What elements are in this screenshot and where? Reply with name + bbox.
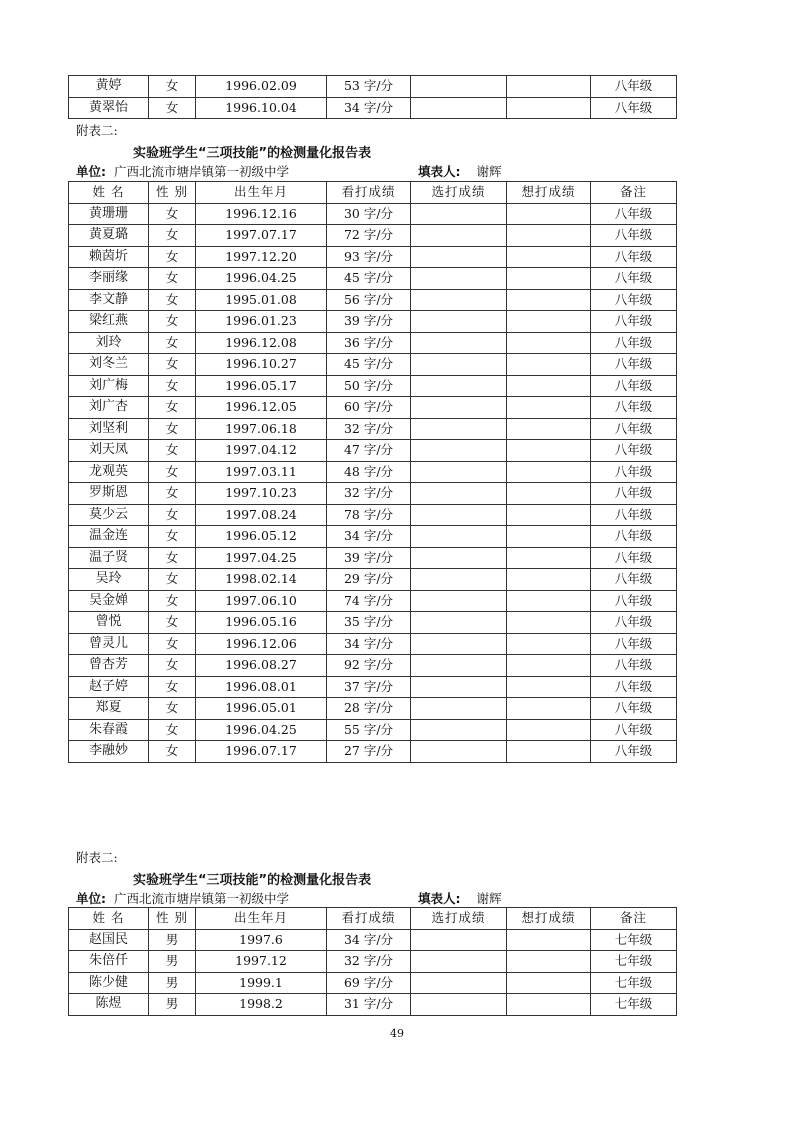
cell-remarks: 八年级 bbox=[591, 698, 677, 720]
cell-name: 郑夏 bbox=[69, 698, 149, 720]
cell-think-typing bbox=[507, 483, 591, 505]
cell-gender: 女 bbox=[149, 547, 196, 569]
unit-line bbox=[76, 889, 289, 907]
cell-birth: 1998.2 bbox=[196, 994, 327, 1016]
cell-birth: 1997.03.11 bbox=[196, 461, 327, 483]
cell-name: 吴玲 bbox=[69, 569, 149, 591]
cell-think-typing bbox=[507, 972, 591, 994]
cell-look-typing: 55 字/分 bbox=[327, 719, 411, 741]
cell-remarks: 八年级 bbox=[591, 440, 677, 462]
cell-look-typing: 37 字/分 bbox=[327, 676, 411, 698]
cell-look-typing: 60 字/分 bbox=[327, 397, 411, 419]
unit-label: 单位: bbox=[76, 164, 106, 179]
cell-name: 李丽缘 bbox=[69, 268, 149, 290]
cell-look-typing: 32 字/分 bbox=[327, 483, 411, 505]
cell-remarks: 八年级 bbox=[591, 354, 677, 376]
cell-think-typing bbox=[507, 311, 591, 333]
cell-think-typing bbox=[507, 633, 591, 655]
table-row bbox=[69, 461, 677, 483]
table-row bbox=[69, 972, 677, 994]
cell-birth: 1996.05.16 bbox=[196, 612, 327, 634]
cell-remarks: 七年级 bbox=[591, 929, 677, 951]
table-row bbox=[69, 655, 677, 677]
cell-birth: 1996.12.08 bbox=[196, 332, 327, 354]
cell-select-typing bbox=[411, 547, 507, 569]
cell-look-typing: 36 字/分 bbox=[327, 332, 411, 354]
cell-gender: 女 bbox=[149, 225, 196, 247]
table-row bbox=[69, 612, 677, 634]
table-row bbox=[69, 569, 677, 591]
cell-think-typing bbox=[507, 951, 591, 973]
cell-select-typing bbox=[411, 994, 507, 1016]
cell-select-typing bbox=[411, 225, 507, 247]
cell-name: 刘冬兰 bbox=[69, 354, 149, 376]
cell-look-typing: 78 字/分 bbox=[327, 504, 411, 526]
cell-look-typing: 74 字/分 bbox=[327, 590, 411, 612]
cell-remarks: 八年级 bbox=[591, 461, 677, 483]
cell-think-typing bbox=[507, 225, 591, 247]
cell-select-typing bbox=[411, 590, 507, 612]
cell-look-typing: 29 字/分 bbox=[327, 569, 411, 591]
cell-birth: 1996.10.04 bbox=[196, 97, 327, 119]
cell-think-typing bbox=[507, 354, 591, 376]
cell-look-typing: 72 字/分 bbox=[327, 225, 411, 247]
cell-select-typing bbox=[411, 504, 507, 526]
cell-gender: 女 bbox=[149, 655, 196, 677]
cell-gender: 女 bbox=[149, 612, 196, 634]
cell-birth: 1996.12.06 bbox=[196, 633, 327, 655]
cell-remarks: 八年级 bbox=[591, 397, 677, 419]
cell-think-typing bbox=[507, 994, 591, 1016]
page-number: 49 bbox=[390, 1027, 404, 1040]
cell-select-typing bbox=[411, 526, 507, 548]
cell-look-typing: 93 字/分 bbox=[327, 246, 411, 268]
cell-think-typing bbox=[507, 440, 591, 462]
header-name: 姓 名 bbox=[69, 908, 149, 930]
cell-look-typing: 45 字/分 bbox=[327, 354, 411, 376]
cell-think-typing bbox=[507, 547, 591, 569]
cell-name: 黄珊珊 bbox=[69, 203, 149, 225]
cell-gender: 女 bbox=[149, 76, 196, 98]
cell-look-typing: 34 字/分 bbox=[327, 633, 411, 655]
cell-think-typing bbox=[507, 268, 591, 290]
cell-think-typing bbox=[507, 569, 591, 591]
cell-gender: 女 bbox=[149, 418, 196, 440]
cell-remarks: 八年级 bbox=[591, 289, 677, 311]
continuation-table bbox=[68, 75, 677, 119]
cell-look-typing: 53 字/分 bbox=[327, 76, 411, 98]
cell-look-typing: 48 字/分 bbox=[327, 461, 411, 483]
cell-name: 赵国民 bbox=[69, 929, 149, 951]
cell-birth: 1996.08.01 bbox=[196, 676, 327, 698]
cell-select-typing bbox=[411, 655, 507, 677]
cell-birth: 1997.12.20 bbox=[196, 246, 327, 268]
cell-remarks: 八年级 bbox=[591, 375, 677, 397]
table-row bbox=[69, 268, 677, 290]
cell-name: 刘广杏 bbox=[69, 397, 149, 419]
cell-gender: 女 bbox=[149, 289, 196, 311]
cell-gender: 女 bbox=[149, 676, 196, 698]
unit-value: 广西北流市塘岸镇第一初级中学 bbox=[113, 164, 289, 179]
cell-name: 梁红燕 bbox=[69, 311, 149, 333]
cell-gender: 女 bbox=[149, 440, 196, 462]
cell-remarks: 八年级 bbox=[591, 203, 677, 225]
cell-gender: 男 bbox=[149, 972, 196, 994]
cell-select-typing bbox=[411, 246, 507, 268]
cell-select-typing bbox=[411, 203, 507, 225]
header-remarks: 备注 bbox=[591, 908, 677, 930]
cell-name: 黄夏璐 bbox=[69, 225, 149, 247]
cell-name: 曾灵儿 bbox=[69, 633, 149, 655]
cell-gender: 女 bbox=[149, 246, 196, 268]
cell-look-typing: 39 字/分 bbox=[327, 547, 411, 569]
cell-gender: 女 bbox=[149, 311, 196, 333]
cell-gender: 女 bbox=[149, 698, 196, 720]
cell-gender: 女 bbox=[149, 461, 196, 483]
report-table-grade8 bbox=[68, 181, 677, 763]
table-row bbox=[69, 397, 677, 419]
cell-name: 朱春霞 bbox=[69, 719, 149, 741]
cell-remarks: 八年级 bbox=[591, 526, 677, 548]
cell-remarks: 八年级 bbox=[591, 97, 677, 119]
cell-remarks: 八年级 bbox=[591, 225, 677, 247]
table-row bbox=[69, 246, 677, 268]
header-gender: 性 别 bbox=[149, 182, 196, 204]
cell-think-typing bbox=[507, 289, 591, 311]
cell-remarks: 八年级 bbox=[591, 246, 677, 268]
table-row bbox=[69, 76, 677, 98]
header-look-typing: 看打成绩 bbox=[327, 182, 411, 204]
cell-birth: 1997.04.25 bbox=[196, 547, 327, 569]
cell-remarks: 八年级 bbox=[591, 504, 677, 526]
cell-gender: 女 bbox=[149, 633, 196, 655]
cell-remarks: 八年级 bbox=[591, 311, 677, 333]
cell-name: 温子贤 bbox=[69, 547, 149, 569]
header-select-typing: 选打成绩 bbox=[411, 908, 507, 930]
header-gender: 性 别 bbox=[149, 908, 196, 930]
appendix-label: 附表二: bbox=[76, 850, 118, 865]
cell-think-typing bbox=[507, 655, 591, 677]
cell-remarks: 八年级 bbox=[591, 569, 677, 591]
cell-think-typing bbox=[507, 526, 591, 548]
cell-birth: 1996.10.27 bbox=[196, 354, 327, 376]
table-row bbox=[69, 440, 677, 462]
cell-remarks: 八年级 bbox=[591, 483, 677, 505]
cell-think-typing bbox=[507, 504, 591, 526]
cell-select-typing bbox=[411, 676, 507, 698]
cell-select-typing bbox=[411, 311, 507, 333]
table-row bbox=[69, 483, 677, 505]
cell-name: 刘广梅 bbox=[69, 375, 149, 397]
cell-name: 陈少健 bbox=[69, 972, 149, 994]
cell-select-typing bbox=[411, 461, 507, 483]
cell-name: 吴金婵 bbox=[69, 590, 149, 612]
cell-birth: 1997.6 bbox=[196, 929, 327, 951]
cell-remarks: 七年级 bbox=[591, 972, 677, 994]
cell-gender: 女 bbox=[149, 375, 196, 397]
cell-think-typing bbox=[507, 698, 591, 720]
cell-look-typing: 27 字/分 bbox=[327, 741, 411, 763]
cell-think-typing bbox=[507, 397, 591, 419]
cell-remarks: 八年级 bbox=[591, 612, 677, 634]
table-row bbox=[69, 311, 677, 333]
cell-select-typing bbox=[411, 397, 507, 419]
cell-birth: 1998.02.14 bbox=[196, 569, 327, 591]
cell-think-typing bbox=[507, 590, 591, 612]
cell-think-typing bbox=[507, 97, 591, 119]
cell-look-typing: 92 字/分 bbox=[327, 655, 411, 677]
unit-value: 广西北流市塘岸镇第一初级中学 bbox=[113, 891, 289, 906]
table-row bbox=[69, 741, 677, 763]
cell-birth: 1997.06.18 bbox=[196, 418, 327, 440]
cell-gender: 女 bbox=[149, 97, 196, 119]
table-row bbox=[69, 547, 677, 569]
cell-look-typing: 32 字/分 bbox=[327, 418, 411, 440]
cell-remarks: 八年级 bbox=[591, 655, 677, 677]
cell-birth: 1996.05.12 bbox=[196, 526, 327, 548]
cell-name: 曾杏芳 bbox=[69, 655, 149, 677]
cell-think-typing bbox=[507, 332, 591, 354]
cell-name: 刘玲 bbox=[69, 332, 149, 354]
cell-think-typing bbox=[507, 246, 591, 268]
header-birth: 出生年月 bbox=[196, 182, 327, 204]
cell-birth: 1996.04.25 bbox=[196, 719, 327, 741]
cell-birth: 1997.10.23 bbox=[196, 483, 327, 505]
cell-birth: 1997.08.24 bbox=[196, 504, 327, 526]
cell-think-typing bbox=[507, 719, 591, 741]
cell-gender: 女 bbox=[149, 741, 196, 763]
table-row bbox=[69, 676, 677, 698]
cell-gender: 女 bbox=[149, 203, 196, 225]
cell-select-typing bbox=[411, 972, 507, 994]
cell-look-typing: 47 字/分 bbox=[327, 440, 411, 462]
cell-birth: 1996.12.16 bbox=[196, 203, 327, 225]
header-think-typing: 想打成绩 bbox=[507, 908, 591, 930]
cell-birth: 1996.05.17 bbox=[196, 375, 327, 397]
table-header-row bbox=[69, 182, 677, 204]
cell-name: 黄翠怡 bbox=[69, 97, 149, 119]
cell-gender: 女 bbox=[149, 526, 196, 548]
table-header-row bbox=[69, 908, 677, 930]
cell-name: 刘天凤 bbox=[69, 440, 149, 462]
cell-select-typing bbox=[411, 741, 507, 763]
cell-remarks: 八年级 bbox=[591, 633, 677, 655]
cell-remarks: 八年级 bbox=[591, 268, 677, 290]
cell-name: 李融妙 bbox=[69, 741, 149, 763]
cell-think-typing bbox=[507, 418, 591, 440]
filler-value: 谢辉 bbox=[476, 164, 502, 179]
cell-look-typing: 31 字/分 bbox=[327, 994, 411, 1016]
cell-remarks: 八年级 bbox=[591, 590, 677, 612]
cell-name: 赖茵圻 bbox=[69, 246, 149, 268]
table-row bbox=[69, 203, 677, 225]
cell-gender: 男 bbox=[149, 929, 196, 951]
appendix-label: 附表二: bbox=[76, 123, 118, 138]
cell-gender: 女 bbox=[149, 719, 196, 741]
header-look-typing: 看打成绩 bbox=[327, 908, 411, 930]
table-row bbox=[69, 929, 677, 951]
cell-name: 黄婷 bbox=[69, 76, 149, 98]
table-row bbox=[69, 633, 677, 655]
table-row bbox=[69, 289, 677, 311]
cell-name: 赵子婷 bbox=[69, 676, 149, 698]
cell-think-typing bbox=[507, 612, 591, 634]
cell-select-typing bbox=[411, 483, 507, 505]
table-row bbox=[69, 719, 677, 741]
cell-name: 李文静 bbox=[69, 289, 149, 311]
cell-remarks: 八年级 bbox=[591, 676, 677, 698]
cell-look-typing: 69 字/分 bbox=[327, 972, 411, 994]
cell-gender: 女 bbox=[149, 332, 196, 354]
cell-think-typing bbox=[507, 676, 591, 698]
cell-select-typing bbox=[411, 289, 507, 311]
report-table-grade7 bbox=[68, 907, 677, 1016]
table-row bbox=[69, 504, 677, 526]
header-birth: 出生年月 bbox=[196, 908, 327, 930]
cell-birth: 1996.08.27 bbox=[196, 655, 327, 677]
cell-select-typing bbox=[411, 698, 507, 720]
cell-gender: 男 bbox=[149, 994, 196, 1016]
cell-remarks: 八年级 bbox=[591, 332, 677, 354]
cell-select-typing bbox=[411, 633, 507, 655]
header-name: 姓 名 bbox=[69, 182, 149, 204]
cell-think-typing bbox=[507, 741, 591, 763]
cell-name: 龙观英 bbox=[69, 461, 149, 483]
cell-birth: 1995.01.08 bbox=[196, 289, 327, 311]
cell-birth: 1997.04.12 bbox=[196, 440, 327, 462]
cell-select-typing bbox=[411, 929, 507, 951]
cell-name: 莫少云 bbox=[69, 504, 149, 526]
cell-name: 曾悦 bbox=[69, 612, 149, 634]
table-row bbox=[69, 332, 677, 354]
table-row bbox=[69, 698, 677, 720]
cell-select-typing bbox=[411, 440, 507, 462]
cell-birth: 1996.12.05 bbox=[196, 397, 327, 419]
table-row bbox=[69, 526, 677, 548]
cell-gender: 女 bbox=[149, 590, 196, 612]
unit-line bbox=[76, 162, 289, 180]
filler-value: 谢辉 bbox=[476, 891, 502, 906]
cell-birth: 1996.01.23 bbox=[196, 311, 327, 333]
cell-remarks: 八年级 bbox=[591, 418, 677, 440]
cell-think-typing bbox=[507, 929, 591, 951]
table-row bbox=[69, 97, 677, 119]
cell-look-typing: 50 字/分 bbox=[327, 375, 411, 397]
cell-look-typing: 34 字/分 bbox=[327, 526, 411, 548]
cell-select-typing bbox=[411, 76, 507, 98]
cell-think-typing bbox=[507, 461, 591, 483]
cell-birth: 1996.05.01 bbox=[196, 698, 327, 720]
cell-remarks: 八年级 bbox=[591, 76, 677, 98]
cell-select-typing bbox=[411, 354, 507, 376]
cell-look-typing: 32 字/分 bbox=[327, 951, 411, 973]
cell-gender: 女 bbox=[149, 268, 196, 290]
cell-gender: 女 bbox=[149, 354, 196, 376]
cell-select-typing bbox=[411, 332, 507, 354]
cell-look-typing: 45 字/分 bbox=[327, 268, 411, 290]
cell-think-typing bbox=[507, 76, 591, 98]
cell-birth: 1997.12 bbox=[196, 951, 327, 973]
cell-look-typing: 34 字/分 bbox=[327, 929, 411, 951]
cell-select-typing bbox=[411, 268, 507, 290]
cell-birth: 1999.1 bbox=[196, 972, 327, 994]
table-row bbox=[69, 225, 677, 247]
cell-birth: 1996.07.17 bbox=[196, 741, 327, 763]
cell-gender: 女 bbox=[149, 504, 196, 526]
cell-select-typing bbox=[411, 612, 507, 634]
table-row bbox=[69, 590, 677, 612]
cell-think-typing bbox=[507, 375, 591, 397]
cell-think-typing bbox=[507, 203, 591, 225]
table-row bbox=[69, 418, 677, 440]
cell-select-typing bbox=[411, 375, 507, 397]
cell-remarks: 八年级 bbox=[591, 741, 677, 763]
cell-name: 朱倍仟 bbox=[69, 951, 149, 973]
report-title: 实验班学生“三项技能”的检测量化报告表 bbox=[133, 146, 372, 161]
table-row bbox=[69, 354, 677, 376]
cell-look-typing: 39 字/分 bbox=[327, 311, 411, 333]
cell-select-typing bbox=[411, 569, 507, 591]
cell-gender: 女 bbox=[149, 483, 196, 505]
filler-line bbox=[418, 889, 502, 907]
cell-name: 刘坚利 bbox=[69, 418, 149, 440]
filler-line bbox=[418, 162, 502, 180]
cell-look-typing: 34 字/分 bbox=[327, 97, 411, 119]
cell-remarks: 八年级 bbox=[591, 719, 677, 741]
report-title: 实验班学生“三项技能”的检测量化报告表 bbox=[133, 873, 372, 888]
cell-name: 温金连 bbox=[69, 526, 149, 548]
cell-look-typing: 56 字/分 bbox=[327, 289, 411, 311]
cell-name: 陈煜 bbox=[69, 994, 149, 1016]
filler-label: 填表人: bbox=[418, 891, 461, 906]
cell-gender: 女 bbox=[149, 569, 196, 591]
cell-birth: 1997.07.17 bbox=[196, 225, 327, 247]
header-select-typing: 选打成绩 bbox=[411, 182, 507, 204]
filler-label: 填表人: bbox=[418, 164, 461, 179]
cell-birth: 1996.04.25 bbox=[196, 268, 327, 290]
cell-remarks: 七年级 bbox=[591, 994, 677, 1016]
header-remarks: 备注 bbox=[591, 182, 677, 204]
cell-gender: 女 bbox=[149, 397, 196, 419]
cell-select-typing bbox=[411, 97, 507, 119]
table-row bbox=[69, 375, 677, 397]
cell-remarks: 七年级 bbox=[591, 951, 677, 973]
cell-birth: 1996.02.09 bbox=[196, 76, 327, 98]
cell-birth: 1997.06.10 bbox=[196, 590, 327, 612]
table-row bbox=[69, 994, 677, 1016]
cell-select-typing bbox=[411, 418, 507, 440]
cell-gender: 男 bbox=[149, 951, 196, 973]
cell-select-typing bbox=[411, 951, 507, 973]
cell-name: 罗斯恩 bbox=[69, 483, 149, 505]
cell-select-typing bbox=[411, 719, 507, 741]
header-think-typing: 想打成绩 bbox=[507, 182, 591, 204]
cell-look-typing: 28 字/分 bbox=[327, 698, 411, 720]
cell-look-typing: 30 字/分 bbox=[327, 203, 411, 225]
cell-look-typing: 35 字/分 bbox=[327, 612, 411, 634]
unit-label: 单位: bbox=[76, 891, 106, 906]
table-row bbox=[69, 951, 677, 973]
cell-remarks: 八年级 bbox=[591, 547, 677, 569]
